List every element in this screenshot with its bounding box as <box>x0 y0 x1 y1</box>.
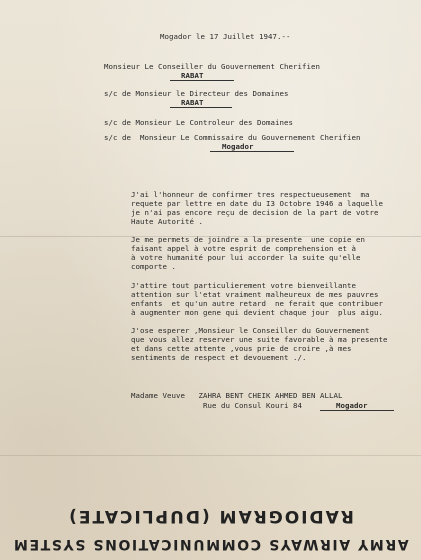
stamp-line-2: RADIOGRAM (DUPLICATE) <box>67 506 354 526</box>
addressee-1: Monsieur Le Conseiller du Gouvernement Cherifien <box>104 62 320 71</box>
addressee-4: s/c de Monsieur Le Commissaire du Gouvernement Cherifien <box>104 133 361 142</box>
body-p4-line3: et dans cette attente ,vous prie de croire ,à mes <box>131 344 352 353</box>
body-p3-line2: attention sur l'etat vraiment malheureux de mes pauvres <box>131 290 379 299</box>
addressee-4-place: Mogador <box>222 142 254 151</box>
body-p2-line4: comporte . <box>131 262 176 271</box>
underline <box>210 151 294 152</box>
body-p2-line2: faisant appel à votre esprit de comprehension et à <box>131 244 356 253</box>
addressee-2-place: RABAT <box>181 98 204 107</box>
addressee-2: s/c de Monsieur le Directeur des Domaines <box>104 89 289 98</box>
signature-address: Rue du Consul Kouri 84 <box>203 401 302 410</box>
date-line: Mogador le 17 Juillet 1947.-- <box>160 32 291 41</box>
body-p1-line1: J'ai l'honneur de confirmer tres respectueusement ma <box>131 190 370 199</box>
body-p2-line3: à votre humanité pour lui accorder la suite qu'elle <box>131 253 361 262</box>
body-p3-line1: J'attire tout particulierement votre bienveillante <box>131 281 356 290</box>
body-p2-line1: Je me permets de joindre a la presente une copie en <box>131 235 365 244</box>
signature-city: Mogador <box>336 401 368 410</box>
body-p4-line2: que vous allez reserver une suite favorable à ma presente <box>131 335 388 344</box>
body-p1-line2: requete par lettre en date du I3 Octobre 1946 a laquelle <box>131 199 383 208</box>
body-p4-line4: sentiments de respect et devouement ./. <box>131 353 307 362</box>
fold-crease-lower <box>0 455 421 456</box>
stamp-line-1: ARMY AIRWAYS COMMUNICATIONS SYSTEM <box>12 536 409 552</box>
body-p4-line1: J'ose esperer ,Monsieur le Conseiller du Gouvernement <box>131 326 370 335</box>
radiogram-stamp <box>0 486 421 558</box>
addressee-3: s/c de Monsieur Le Controleur des Domaines <box>104 118 293 127</box>
underline <box>170 107 232 108</box>
signature-name: Madame Veuve ZAHRA BENT CHEIK AHMED BEN ALLAL <box>131 391 343 400</box>
body-p1-line4: Haute Autorité . <box>131 217 203 226</box>
underline <box>320 410 394 411</box>
underline <box>170 80 234 81</box>
body-p3-line4: à augmenter mon gene qui devient chaque jour plus aigu. <box>131 308 383 317</box>
body-p3-line3: enfants et qu'un autre retard ne ferait que contribuer <box>131 299 383 308</box>
addressee-1-place: RABAT <box>181 71 204 80</box>
body-p1-line3: je n'ai pas encore reçu de decision de la part de votre <box>131 208 379 217</box>
